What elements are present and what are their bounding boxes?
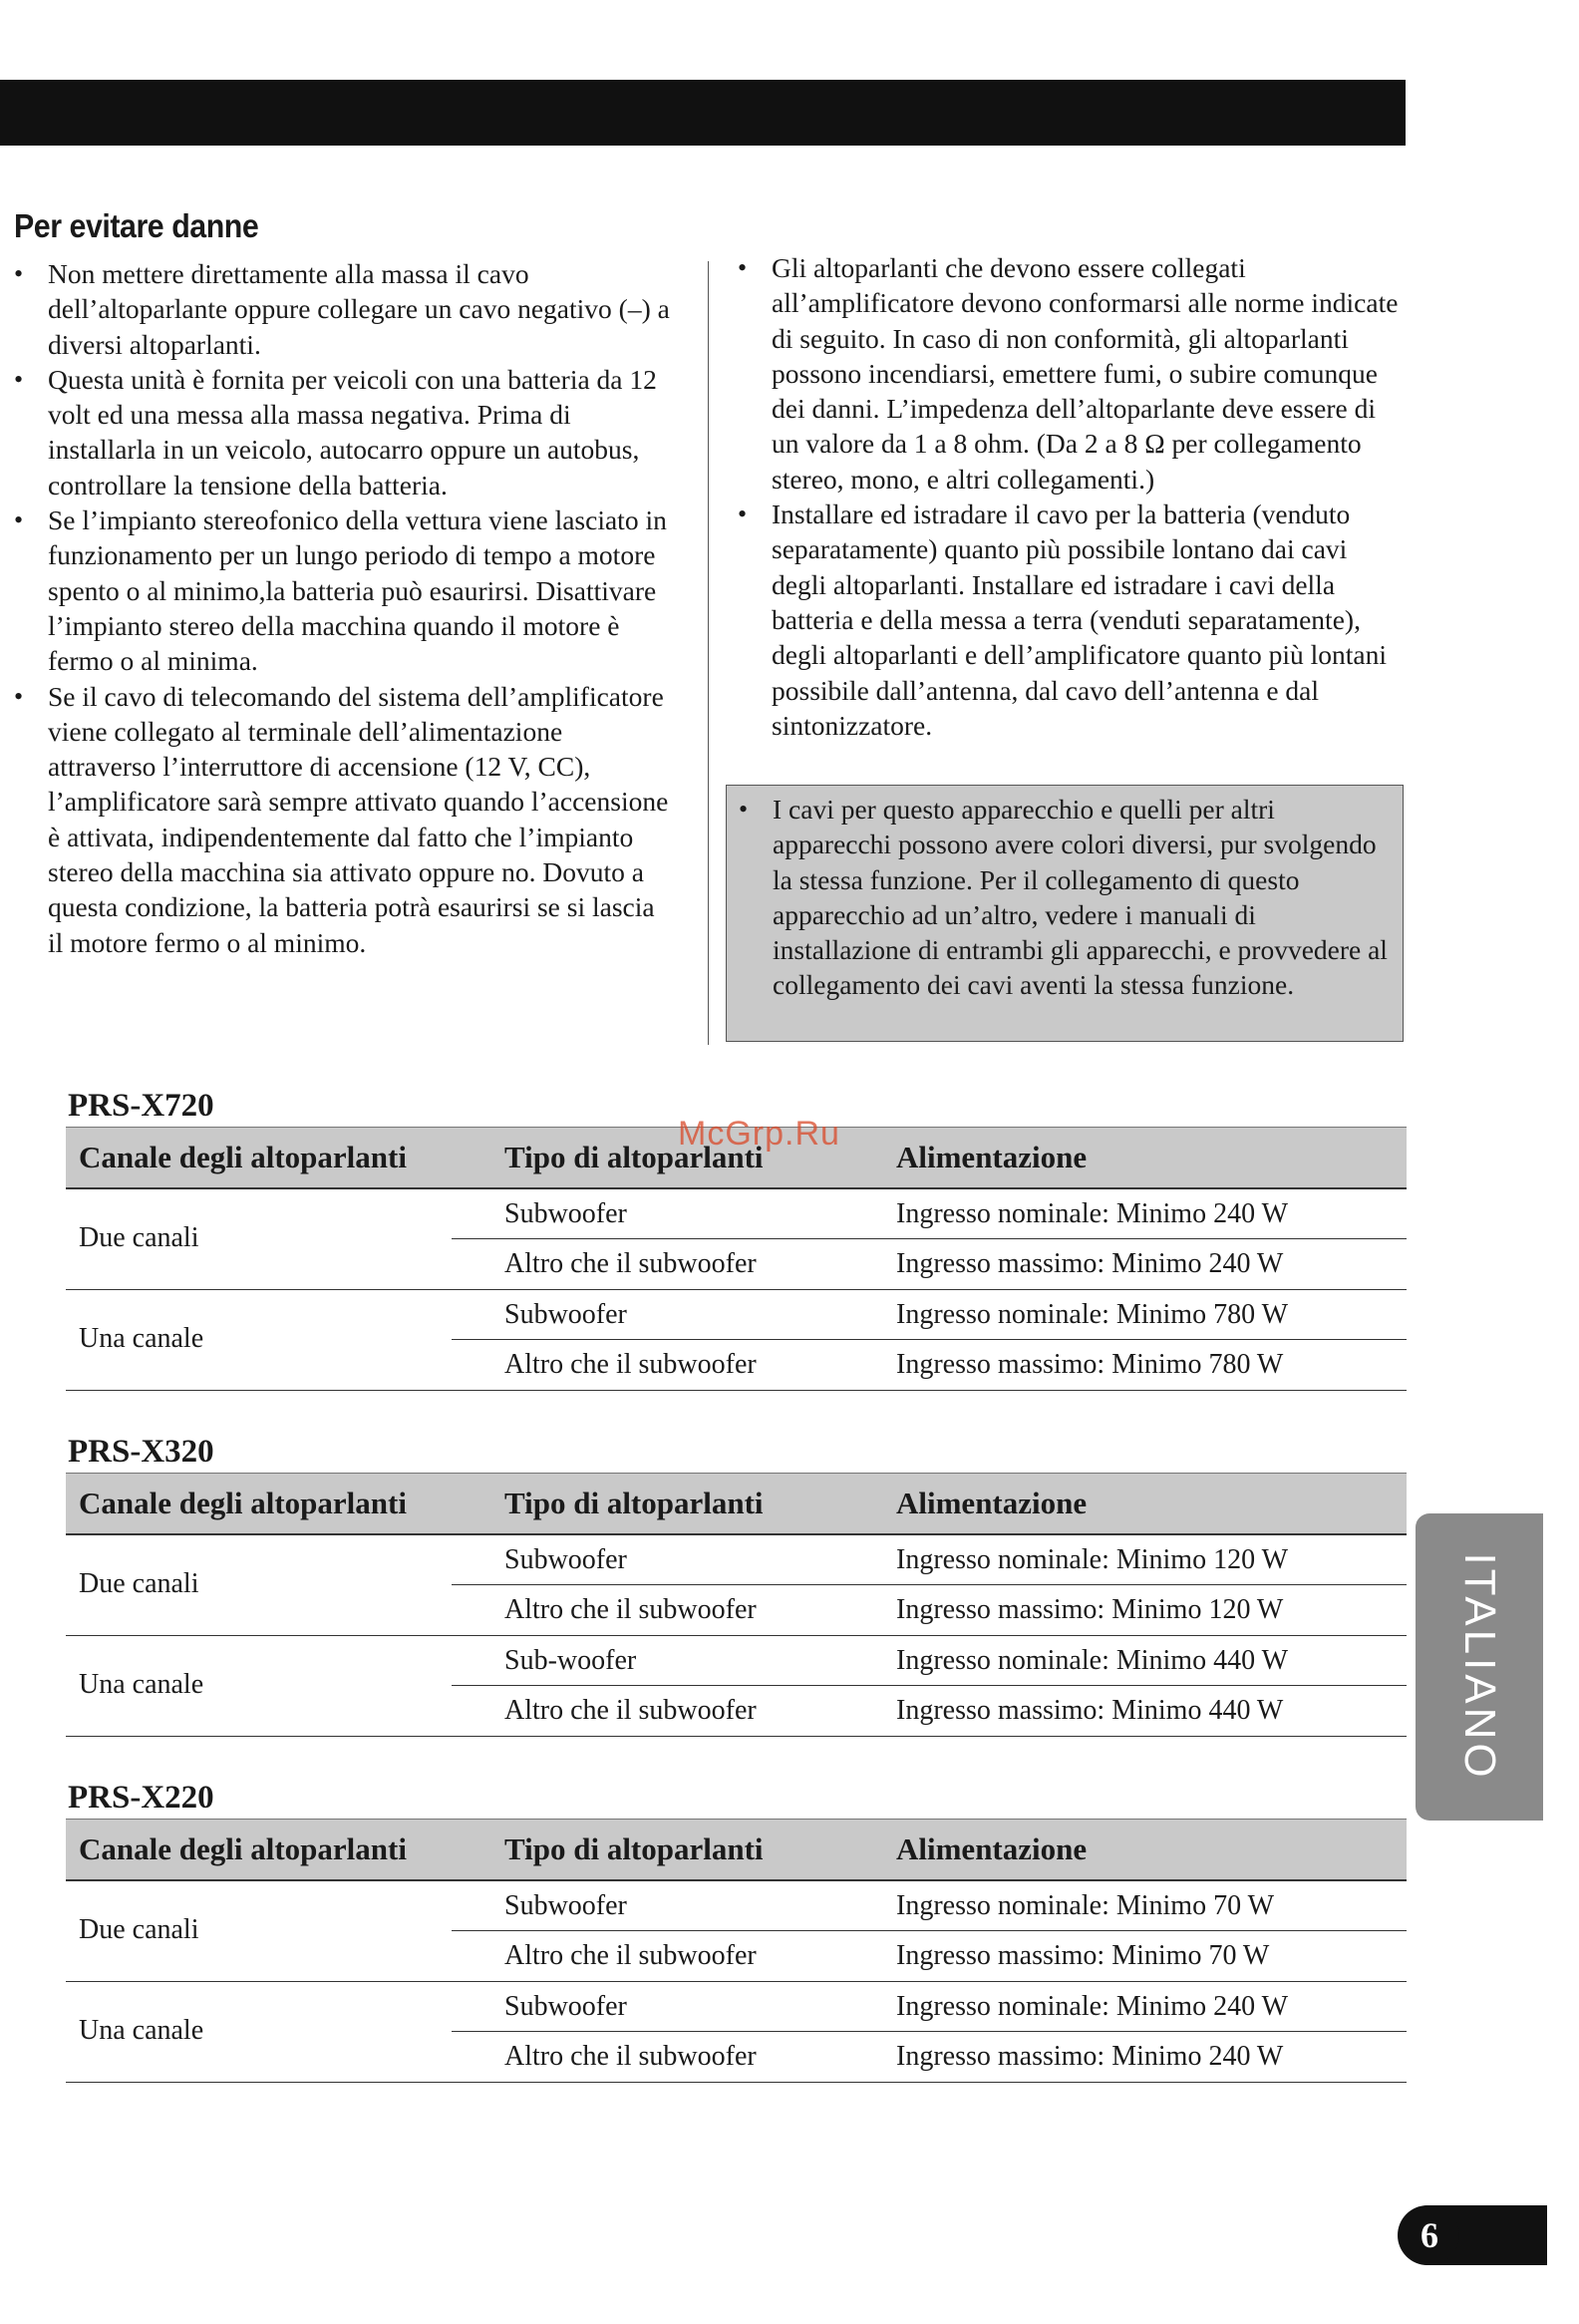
column-header-power: Alimentazione — [896, 1486, 1088, 1520]
table-row-group — [66, 1290, 1407, 1391]
power-cell: Ingresso massimo: Minimo 240 W — [896, 1248, 1284, 1279]
type-cell: Altro che il subwoofer — [504, 1248, 757, 1279]
table-row — [452, 1931, 1407, 1980]
power-cell: Ingresso nominale: Minimo 780 W — [896, 1299, 1288, 1330]
table-row — [452, 1535, 1407, 1585]
column-header-type: Tipo di altoparlanti — [504, 1831, 764, 1866]
table-row — [452, 1585, 1407, 1634]
channel-cell: Due canali — [79, 1568, 199, 1599]
channel-cell: Due canali — [79, 1914, 199, 1945]
list-item: • Se il cavo di telecomando del sistema dell’amplificatore viene collegato al terminale dell’alimentazione attraverso l’interruttore di accensione (12 V, CC), l’amplificatore sarà sempre attivato quando l’accensione è attivata, indipendentemente dal fatto che l’impianto stereo della macchina sia attivato oppure no. Dovuto a questa condizione, la batteria potrà esaurirsi se si lascia il motore fermo o al minimo. — [48, 679, 676, 960]
type-cell: Altro che il subwoofer — [504, 1695, 757, 1726]
table-row — [452, 1636, 1407, 1686]
spec-table — [66, 1127, 1407, 1391]
column-header-power: Alimentazione — [896, 1831, 1088, 1866]
table-row — [452, 1982, 1407, 2032]
table-row — [452, 1239, 1407, 1288]
type-cell: Subwoofer — [504, 1890, 627, 1921]
table-row — [452, 1340, 1407, 1389]
table-header — [66, 1819, 1407, 1881]
power-cell: Ingresso massimo: Minimo 70 W — [896, 1940, 1270, 1971]
power-cell: Ingresso massimo: Minimo 120 W — [896, 1594, 1284, 1625]
type-cell: Sub-woofer — [504, 1645, 637, 1676]
table-row — [452, 1189, 1407, 1239]
language-tab — [1416, 1513, 1543, 1821]
power-cell: Ingresso nominale: Minimo 70 W — [896, 1890, 1274, 1921]
type-cell: Subwoofer — [504, 1544, 627, 1575]
channel-cell: Due canali — [79, 1222, 199, 1253]
type-cell: Altro che il subwoofer — [504, 2041, 757, 2072]
model-title: PRS-X720 — [68, 1088, 214, 1124]
table-row-group — [66, 1535, 1407, 1636]
table-row-group — [66, 1881, 1407, 1982]
table-header — [66, 1473, 1407, 1535]
page-number: 6 — [1400, 2205, 1459, 2265]
column-header-channel: Canale degli altoparlanti — [79, 1140, 407, 1174]
type-cell: Altro che il subwoofer — [504, 1349, 757, 1380]
list-item: • Questa unità è fornita per veicoli con una batteria da 12 volt ed una messa alla massa negativa. Prima di installarla in un veicolo, autocarro oppure un autobus, controllare la tensione della batteria. — [48, 362, 676, 502]
table-row — [452, 1290, 1407, 1340]
column-header-channel: Canale degli altoparlanti — [79, 1486, 407, 1520]
channel-cell: Una canale — [79, 1323, 204, 1354]
type-cell: Subwoofer — [504, 1991, 627, 2022]
watermark: McGrp.Ru — [678, 1115, 840, 1153]
table-row — [452, 2032, 1407, 2081]
power-cell: Ingresso nominale: Minimo 240 W — [896, 1198, 1288, 1229]
note-text: • I cavi per questo apparecchio e quelli per altri apparecchi possono avere colori diversi, pur svolgendo la stessa funzione. Per il collegamento di questo apparecchio ad un’altro, vedere i manuali di installazione di entrambi gli apparecchi, e provvedere al collegamento dei cavi aventi la stessa funzione. — [773, 792, 1393, 1003]
power-cell: Ingresso massimo: Minimo 440 W — [896, 1695, 1284, 1726]
left-column — [48, 256, 676, 960]
table-row — [452, 1686, 1407, 1735]
spec-table — [66, 1473, 1407, 1737]
header-bar — [0, 80, 1406, 146]
section-heading: Per evitare danne — [14, 207, 259, 244]
power-cell: Ingresso massimo: Minimo 240 W — [896, 2041, 1284, 2072]
column-divider — [708, 261, 709, 1045]
channel-cell: Una canale — [79, 2015, 204, 2046]
note-box — [726, 785, 1404, 1042]
power-cell: Ingresso nominale: Minimo 120 W — [896, 1544, 1288, 1575]
power-cell: Ingresso massimo: Minimo 780 W — [896, 1349, 1284, 1380]
list-item: • Installare ed istradare il cavo per la batteria (venduto separatamente) quanto più possibile lontano dai cavi degli altoparlanti. Installare ed istradare i cavi della batteria e della messa a terra (venduti separatamente), degli altoparlanti e dell’amplificatore quanto più lontani possibile dall’antenna, dal cavo dell’antenna e dal sintonizzatore. — [772, 497, 1402, 743]
channel-cell: Una canale — [79, 1669, 204, 1700]
table-row — [452, 1881, 1407, 1931]
type-cell: Subwoofer — [504, 1198, 627, 1229]
right-column — [772, 250, 1402, 743]
power-cell: Ingresso nominale: Minimo 440 W — [896, 1645, 1288, 1676]
type-cell: Subwoofer — [504, 1299, 627, 1330]
type-cell: Altro che il subwoofer — [504, 1940, 757, 1971]
model-title: PRS-X220 — [68, 1780, 214, 1816]
power-cell: Ingresso nominale: Minimo 240 W — [896, 1991, 1288, 2022]
list-item: • Non mettere direttamente alla massa il cavo dell’altoparlante oppure collegare un cavo negativo (–) a diversi altoparlanti. — [48, 256, 676, 362]
type-cell: Altro che il subwoofer — [504, 1594, 757, 1625]
column-header-power: Alimentazione — [896, 1140, 1088, 1174]
table-row-group — [66, 1189, 1407, 1290]
column-header-type: Tipo di altoparlanti — [504, 1486, 764, 1520]
model-title: PRS-X320 — [68, 1434, 214, 1470]
column-header-type: Tipo di altoparlanti — [504, 1140, 764, 1174]
table-row-group — [66, 1636, 1407, 1737]
table-row-group — [66, 1982, 1407, 2083]
list-item: • Se l’impianto stereofonico della vettura viene lasciato in funzionamento per un lungo periodo di tempo a motore spento o al minimo,la batteria può esaurirsi. Disattivare l’impianto stereo della macchina quando il motore è fermo o al minima. — [48, 502, 676, 678]
spec-table — [66, 1819, 1407, 2083]
page-number-badge — [1398, 2205, 1547, 2265]
list-item: • Gli altoparlanti che devono essere collegati all’amplificatore devono conformarsi alle norme indicate di seguito. In caso di non conformità, gli altoparlanti possono incendiarsi, emettere fumi, o subire comunque dei danni. L’impedenza dell’altoparlante deve essere di un valore da 1 a 8 ohm. (Da 2 a 8 Ω per collegamento stereo, mono, e altri collegamenti.) — [772, 250, 1402, 497]
language-label: ITALIANO — [1455, 1552, 1504, 1782]
column-header-channel: Canale degli altoparlanti — [79, 1831, 407, 1866]
